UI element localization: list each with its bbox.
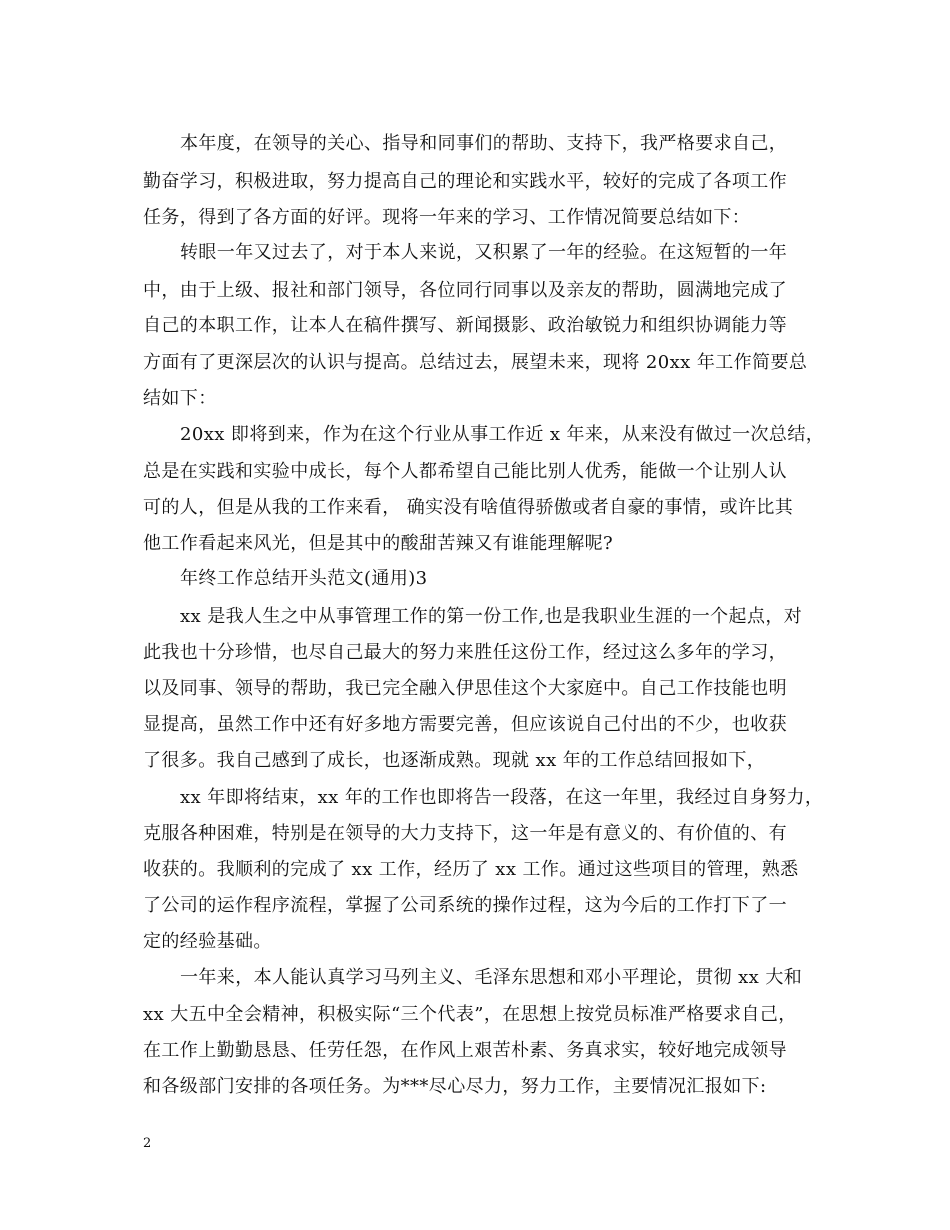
text-line: 和各级部门安排的各项任务。为***尽心尽力，努力工作，主要情况汇报如下: — [143, 1076, 767, 1097]
text-line: 本年度，在领导的关心、指导和同事们的帮助、支持下，我严格要求自己， — [180, 133, 788, 154]
text-line: 20xx 即将到来，作为在这个行业从事工作近 x 年来，从来没有做过一次总结， — [180, 424, 825, 445]
text-line: 以及同事、领导的帮助，我已完全融入伊思佳这个大家庭中。自己工作技能也明 — [143, 678, 787, 699]
text-line: 定的经验基础。 — [143, 931, 272, 952]
text-line: 他工作看起来风光，但是其中的酸甜苦辣又有谁能理解呢? — [143, 533, 614, 554]
section-heading: 年终工作总结开头范文(通用)3 — [180, 568, 428, 589]
page-number: 2 — [143, 1136, 152, 1151]
text-line: 总是在实践和实验中成长，每个人都希望自己能比别人优秀，能做一个让别人认 — [143, 461, 787, 482]
text-line: 在工作上勤勤恳恳、任劳任怨，在作风上艰苦朴素、务真求实，较好地完成领导 — [143, 1040, 787, 1061]
text-line: 克服各种困难，特别是在领导的大力支持下，这一年是有意义的、有价值的、有 — [143, 823, 787, 844]
text-line: 收获的。我顺利的完成了 xx 工作，经历了 xx 工作。通过这些项目的管理，熟悉 — [143, 859, 799, 880]
text-line: xx 是我人生之中从事管理工作的第一份工作,也是我职业生涯的一个起点，对 — [180, 606, 803, 627]
text-line: 勤奋学习，积极进取，努力提高自己的理论和实践水平，较好的完成了各项工作 — [143, 171, 787, 192]
text-line: 了很多。我自己感到了成长，也逐渐成熟。现就 xx 年的工作总结回报如下， — [143, 750, 766, 771]
text-line: 自己的本职工作，让本人在稿件撰写、新闻摄影、政治敏锐力和组织协调能力等 — [143, 315, 787, 336]
text-line: 结如下： — [143, 388, 217, 409]
text-line: 中，由于上级、报社和部门领导，各位同行同事以及亲友的帮助，圆满地完成了 — [143, 280, 787, 301]
text-line: 此我也十分珍惜，也尽自己最大的努力来胜任这份工作，经过这么多年的学习， — [143, 642, 787, 663]
text-line: 了公司的运作程序流程，掌握了公司系统的操作过程，这为今后的工作打下了一 — [143, 895, 787, 916]
text-line: xx 年即将结束，xx 年的工作也即将告一段落，在这一年里，我经过自身努力， — [180, 787, 824, 808]
text-line: xx 大五中全会精神，积极实际“三个代表”，在思想上按党员标准严格要求自己， — [143, 1004, 797, 1025]
text-line: 显提高，虽然工作中还有好多地方需要完善，但应该说自己付出的不少，也收获 — [143, 714, 787, 735]
text-line: 任务，得到了各方面的好评。现将一年来的学习、工作情况简要总结如下： — [143, 207, 751, 228]
text-line: 一年来，本人能认真学习马列主义、毛泽东思想和邓小平理论，贯彻 xx 大和 — [180, 967, 803, 988]
text-line: 转眼一年又过去了，对于本人来说，又积累了一年的经验。在这短暂的一年 — [180, 242, 788, 263]
text-line: 方面有了更深层次的认识与提高。总结过去，展望未来，现将 20xx 年工作简要总 — [143, 352, 808, 373]
text-line: 可的人，但是从我的工作来看， 确实没有啥值得骄傲或者自豪的事情，或许比其 — [143, 497, 794, 518]
